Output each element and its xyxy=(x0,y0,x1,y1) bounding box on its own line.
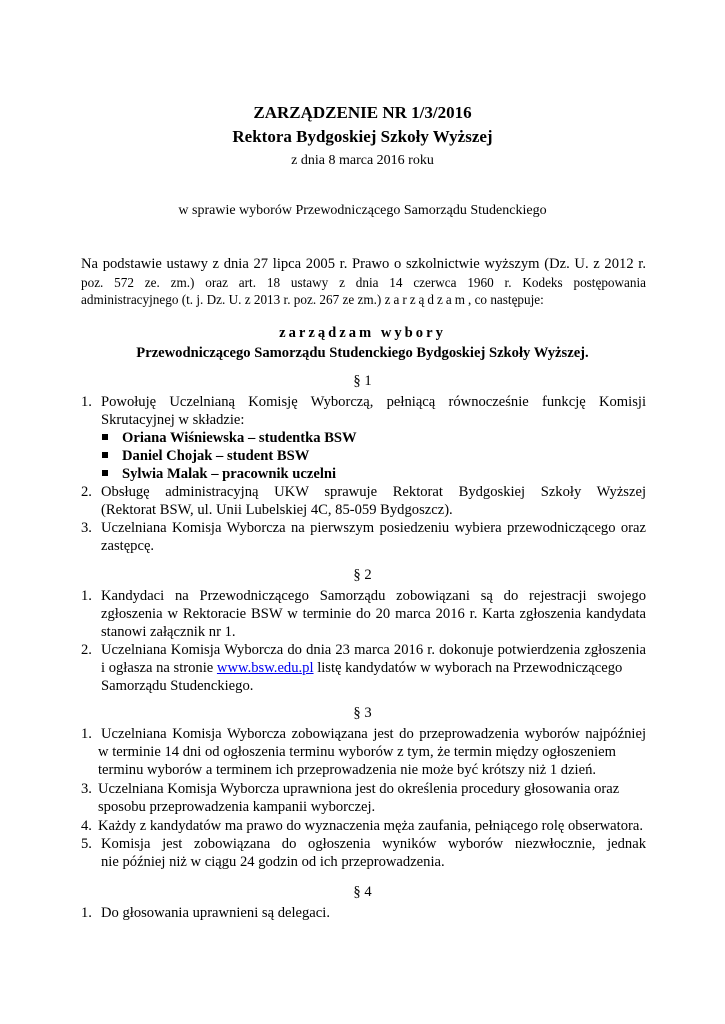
document-title: ZARZĄDZENIE NR 1/3/2016 xyxy=(253,103,472,122)
preamble-line-3-end: , co następuje: xyxy=(467,292,544,307)
s3-item-1-number: 1. xyxy=(81,726,92,742)
preamble-line-1: Na podstawie ustawy z dnia 27 lipca 2005 r. Prawo o szkolnictwie wyższym (Dz. U. z 2012 r. xyxy=(81,256,646,272)
s2-item-2-line-2-end: listę kandydatów w wyborach na Przewodniczącego xyxy=(317,660,623,676)
s3-item-1-line-3: terminu wyborów a terminem ich przeprowadzenia nie może być krótszy niż 1 dzień. xyxy=(98,762,597,778)
document-subtitle: Rektora Bydgoskiej Szkoły Wyższej xyxy=(232,127,493,146)
s1-item-2-line-2: (Rektorat BSW, ul. Unii Lubelskiej 4C, 85-059 Bydgoszcz). xyxy=(101,502,453,518)
member-2: Daniel Chojak – student BSW xyxy=(122,448,310,464)
decree-heading: zarządzam wybory xyxy=(279,325,446,341)
preamble-line-2: poz. 572 ze. zm.) oraz art. 18 ustawy z dnia 14 czerwca 1960 r. Kodeks postępowania xyxy=(81,275,646,290)
document-date: z dnia 8 marca 2016 roku xyxy=(291,153,434,168)
s3-item-5-number: 5. xyxy=(81,836,92,852)
s1-item-3-line-2: zastępcę. xyxy=(101,538,155,554)
section-3-mark: § 3 xyxy=(353,705,372,721)
s1-item-3-number: 3. xyxy=(81,520,92,536)
s2-item-1-line-2: zgłoszenia w Rektoracie BSW w terminie do 20 marca 2016 r. Karta zgłoszenia kandydata xyxy=(101,606,646,622)
s1-item-1-number: 1. xyxy=(81,394,92,410)
s3-item-3-number: 3. xyxy=(81,781,92,797)
s1-item-1-line-2: Skrutacyjnej w składzie: xyxy=(101,412,245,428)
s2-item-1-number: 1. xyxy=(81,588,92,604)
s3-item-4-number: 4. xyxy=(81,818,92,834)
preamble-line-3-start: administracyjnego (t. j. Dz. U. z 2013 r. poz. 267 ze zm.) xyxy=(81,292,382,307)
section-2-mark: § 2 xyxy=(353,567,372,583)
s3-item-3-line-2: sposobu przeprowadzenia kampanii wyborczej. xyxy=(98,799,376,815)
bullet-icon xyxy=(101,432,110,441)
s2-item-2-line-2-start: i ogłasza na stronie xyxy=(101,660,214,676)
s2-item-2-line-3: Samorządu Studenckiego. xyxy=(101,678,254,694)
decree-subheading: Przewodniczącego Samorządu Studenckiego Bydgoskiej Szkoły Wyższej. xyxy=(136,345,589,361)
s1-item-3-line-1: Uczelniana Komisja Wyborcza na pierwszym posiedzeniu wybiera przewodniczącego oraz xyxy=(101,520,646,536)
s2-item-1-line-1: Kandydaci na Przewodniczącego Samorządu zobowiązani są do rejestracji swojego xyxy=(101,588,646,604)
s2-item-2-line-2 xyxy=(101,660,622,677)
document-subject: w sprawie wyborów Przewodniczącego Samorządu Studenckiego xyxy=(178,203,547,218)
section-1-mark: § 1 xyxy=(353,373,372,389)
member-3: Sylwia Malak – pracownik uczelni xyxy=(122,466,337,482)
bullet-icon xyxy=(101,468,110,477)
bsw-website-link[interactable]: www.bsw.edu.pl xyxy=(216,660,314,676)
member-1: Oriana Wiśniewska – studentka BSW xyxy=(122,430,357,446)
s4-item-1-number: 1. xyxy=(81,905,92,921)
s1-item-2-line-1: Obsługę administracyjną UKW sprawuje Rektorat Bydgoskiej Szkoły Wyższej xyxy=(101,484,646,500)
s1-item-1-line-1: Powołuję Uczelnianą Komisję Wyborczą, pełniącą równocześnie funkcję Komisji xyxy=(101,394,646,410)
preamble-line-3 xyxy=(81,292,544,308)
preamble-line-3-spaced: zarządzam xyxy=(384,292,468,307)
s3-item-3-line-1: Uczelniana Komisja Wyborcza uprawniona jest do określenia procedury głosowania oraz xyxy=(98,781,620,797)
s2-item-2-line-1: Uczelniana Komisja Wyborcza do dnia 23 marca 2016 r. dokonuje potwierdzenia zgłoszenia xyxy=(101,642,646,658)
s3-item-4-line-1: Każdy z kandydatów ma prawo do wyznaczenia męża zaufania, pełniącego rolę obserwatora. xyxy=(98,818,643,834)
s2-item-1-line-3: stanowi załącznik nr 1. xyxy=(101,624,236,640)
s3-item-1-line-2: w terminie 14 dni od ogłoszenia terminu wyborów z tym, że termin między ogłoszeniem xyxy=(98,744,616,760)
s4-item-1-line-1: Do głosowania uprawnieni są delegaci. xyxy=(101,905,330,921)
s2-item-2-number: 2. xyxy=(81,642,92,658)
s3-item-5-line-2: nie później niż w ciągu 24 godzin od ich przeprowadzenia. xyxy=(101,854,445,870)
bullet-icon xyxy=(101,450,110,459)
s3-item-1-line-1: Uczelniana Komisja Wyborcza zobowiązana jest do przeprowadzenia wyborów najpóźniej xyxy=(101,726,646,742)
s1-item-2-number: 2. xyxy=(81,484,92,500)
s3-item-5-line-1: Komisja jest zobowiązana do ogłoszenia wyników wyborów niezwłocznie, jednak xyxy=(101,836,646,852)
section-4-mark: § 4 xyxy=(353,884,372,900)
